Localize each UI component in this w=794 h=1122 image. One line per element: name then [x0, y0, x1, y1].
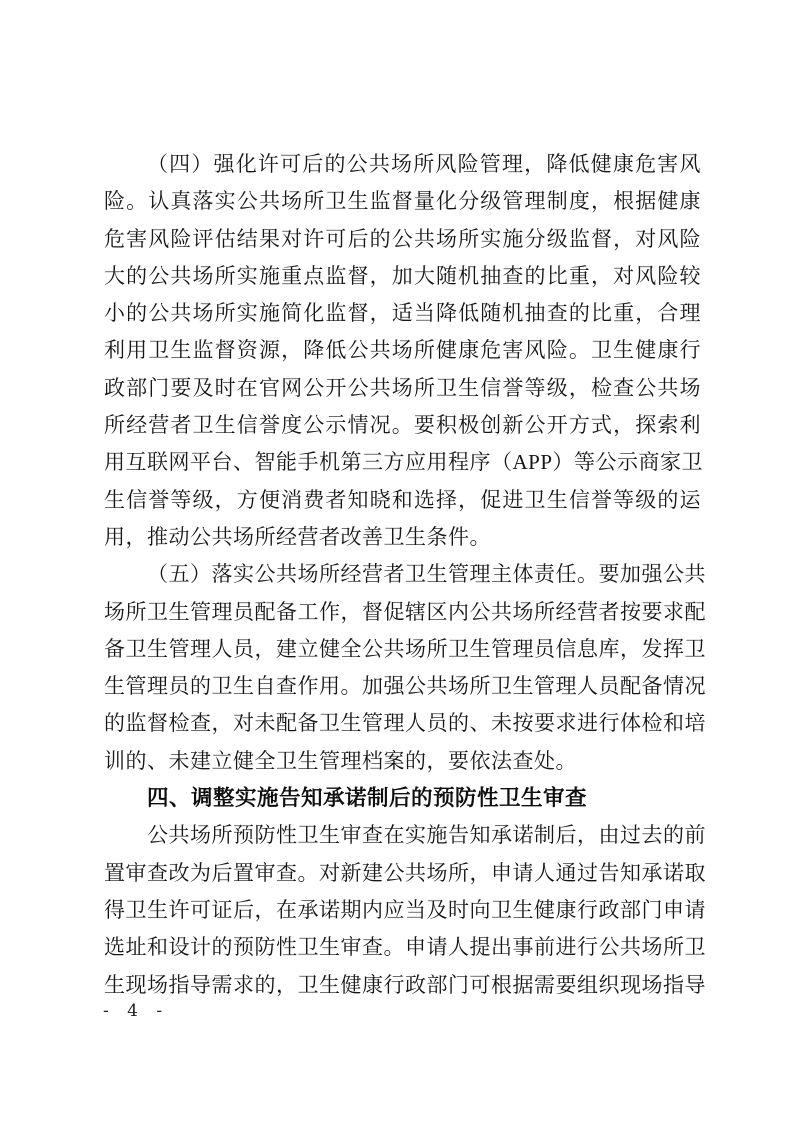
text-line: 所经营者卫生信誉度公示情况。要积极创新公开方式，探索利: [104, 413, 701, 438]
text-line: 政部门要及时在官网公开公共场所卫生信誉等级，检查公共场: [104, 375, 701, 400]
document-body: [104, 146, 706, 1004]
paragraph-section-5: [104, 556, 706, 780]
text-line: 生信誉等级，方便消费者知晓和选择，促进卫生信誉等级的运: [104, 487, 701, 512]
text-line: （五）落实公共场所经营者卫生管理主体责任。要加强公共: [147, 562, 706, 587]
text-line: 得卫生许可证后，在承诺期内应当及时向卫生健康行政部门申请: [104, 897, 706, 922]
text-line: 的监督检查，对未配备卫生管理人员的、未按要求进行体检和培: [104, 711, 706, 736]
text-line: 置审查改为后置审查。对新建公共场所，申请人通过告知承诺取: [104, 860, 706, 885]
text-line: 训的、未建立健全卫生管理档案的，要依法查处。: [104, 748, 577, 773]
section-heading: [104, 780, 701, 817]
text-line: 险。认真落实公共场所卫生监督量化分级管理制度，根据健康: [104, 189, 701, 214]
paragraph-section-4: [104, 146, 704, 556]
text-line: 备卫生管理人员，建立健全公共场所卫生管理员信息库，发挥卫: [104, 636, 706, 661]
text-line: 利用卫生监督资源，降低公共场所健康危害风险。卫生健康行: [104, 338, 701, 363]
text-line: 生现场指导需求的，卫生健康行政部门可根据需要组织现场指导: [104, 972, 706, 997]
text-line: 选址和设计的预防性卫生审查。申请人提出事前进行公共场所卫: [104, 935, 706, 960]
text-line: 四、调整实施告知承诺制后的预防性卫生审查: [147, 786, 588, 811]
text-line: 小的公共场所实施简化监督，适当降低随机抽查的比重，合理: [104, 301, 701, 326]
text-line: 生管理员的卫生自查作用。加强公共场所卫生管理人员配备情况: [104, 674, 706, 699]
text-line: 用，推动公共场所经营者改善卫生条件。: [104, 524, 491, 549]
text-line: 公共场所预防性卫生审查在实施告知承诺制后，由过去的前: [147, 823, 706, 848]
text-line: 用互联网平台、智能手机第三方应用程序（APP）等公示商家卫: [104, 450, 704, 475]
page-number: - 4 -: [103, 1001, 166, 1021]
text-line: （四）强化许可后的公共场所风险管理，降低健康危害风: [147, 152, 701, 176]
text-line: 危害风险评估结果对许可后的公共场所实施分级监督，对风险: [104, 226, 701, 251]
text-line: 场所卫生管理员配备工作，督促辖区内公共场所经营者按要求配: [104, 599, 706, 624]
paragraph-preventive-review: [104, 817, 706, 1003]
text-line: 大的公共场所实施重点监督，加大随机抽查的比重，对风险较: [104, 263, 701, 288]
